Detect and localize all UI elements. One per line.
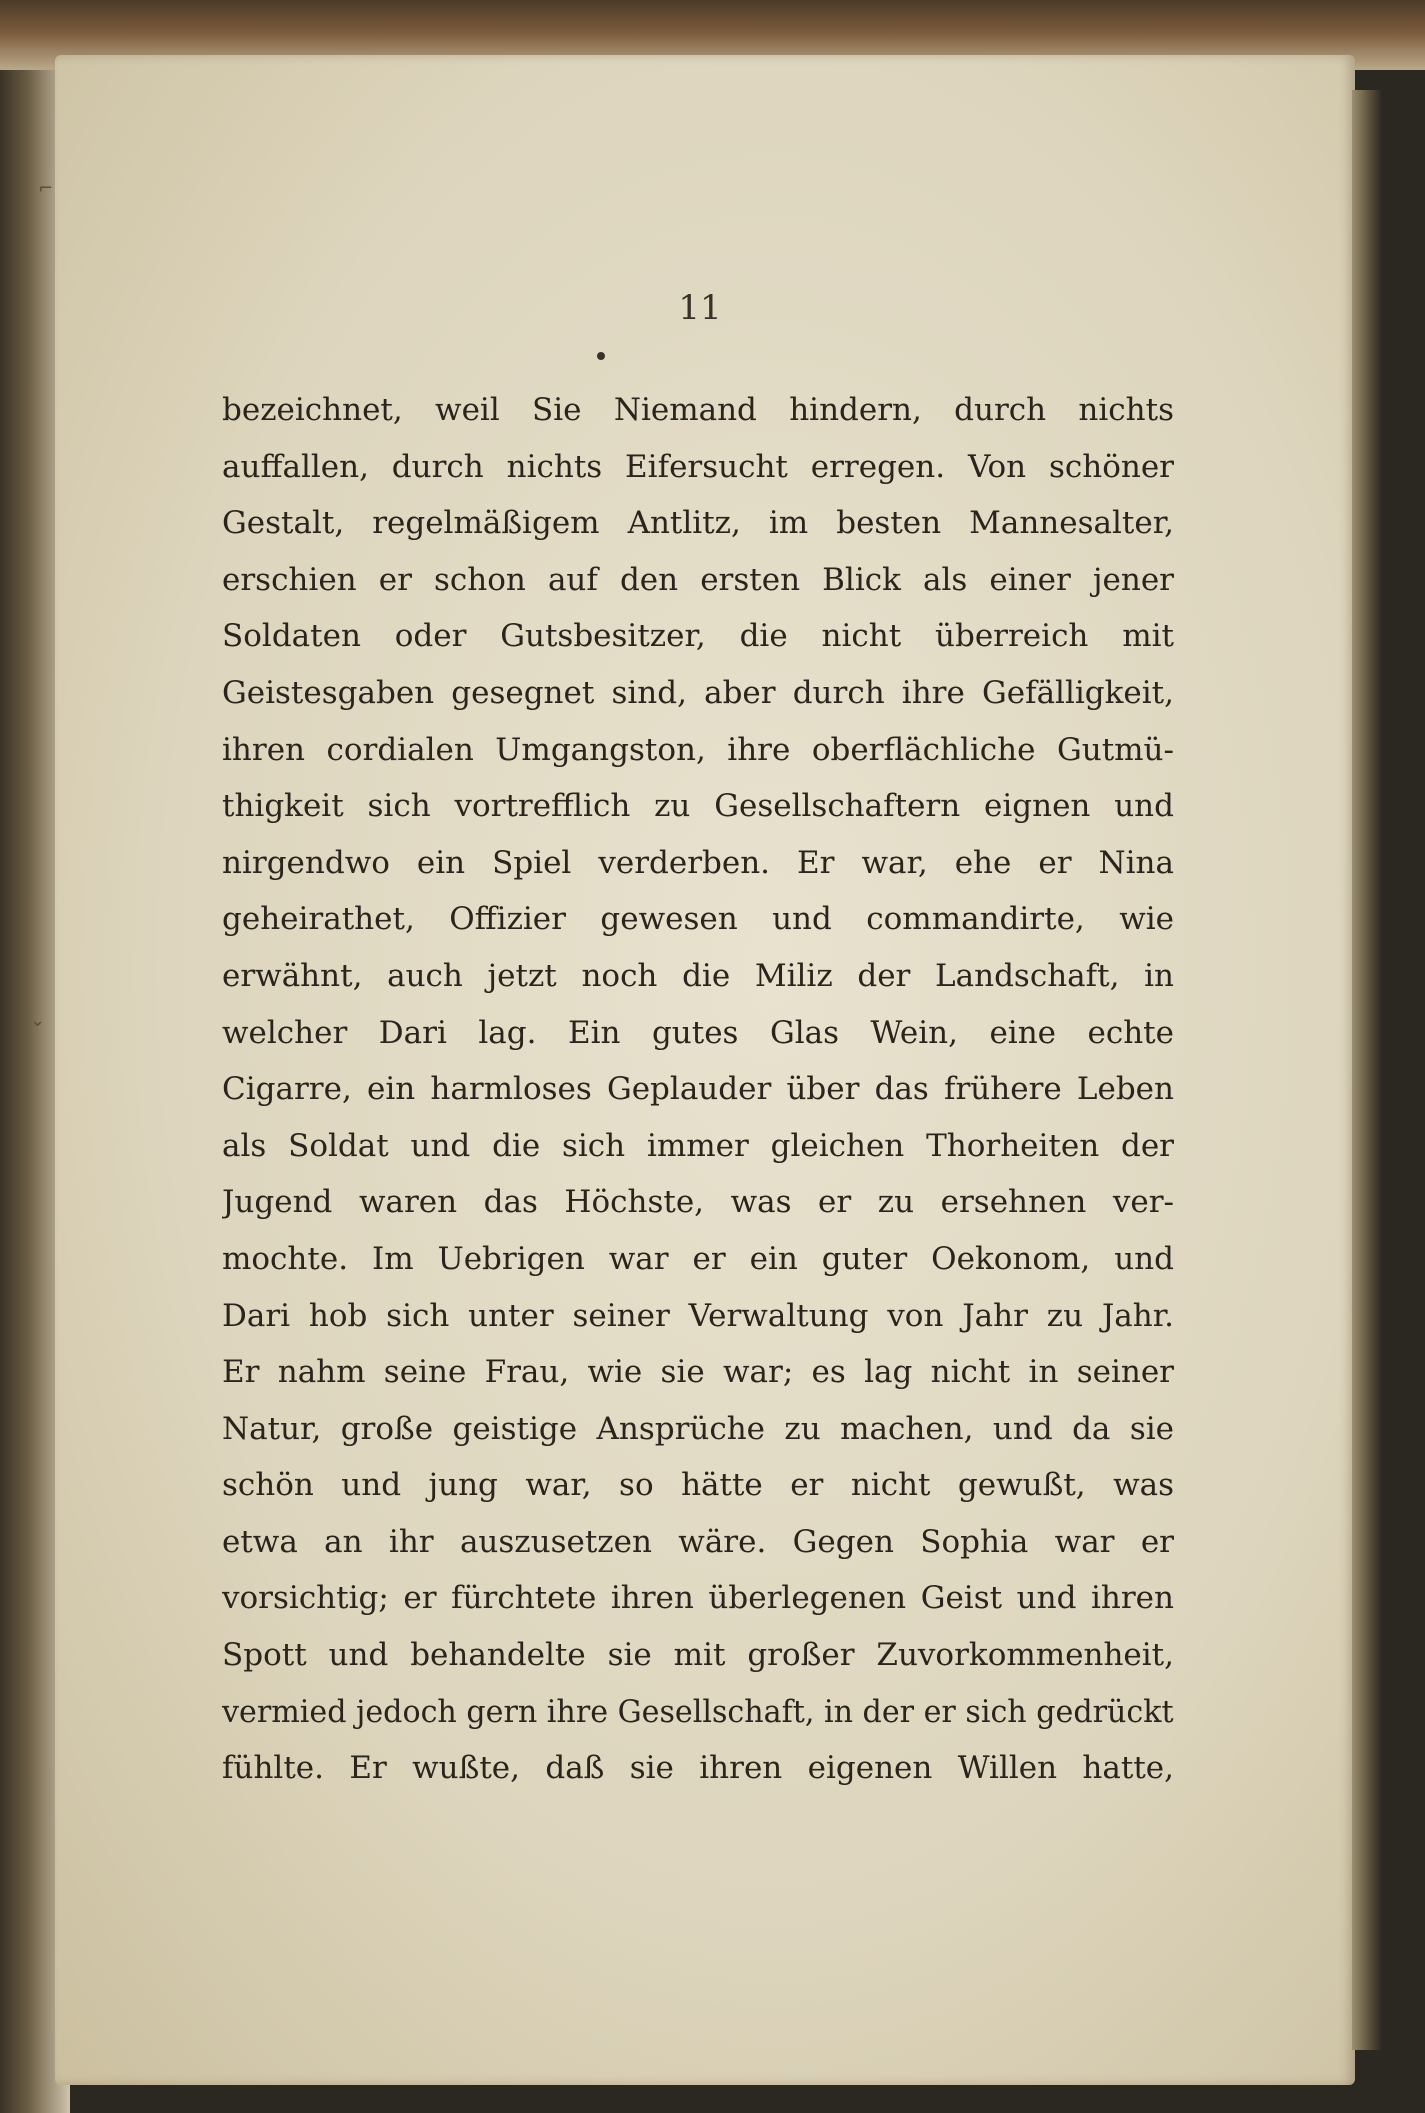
text-line: Jugend waren das Höchste, was er zu ersehnen ver- (222, 1184, 1174, 1221)
text-line: nirgendwo ein Spiel verderben. Er war, ehe er Nina (222, 844, 1174, 881)
text-line: Spott und behandelte sie mit großer Zuvorkommenheit, (222, 1637, 1174, 1674)
body-text (222, 382, 1174, 1797)
margin-tick-mark: ⌄ (30, 1010, 46, 1031)
text-line: Soldaten oder Gutsbesitzer, die nicht überreich mit (222, 618, 1174, 655)
text-line: Gestalt, regelmäßigem Antlitz, im besten Mannesalter, (222, 505, 1174, 542)
text-line: Geistesgaben gesegnet sind, aber durch ihre Gefälligkeit, (222, 674, 1174, 711)
text-line: mochte. Im Uebrigen war er ein guter Oekonom, und (222, 1240, 1174, 1277)
text-line: ihren cordialen Umgangston, ihre oberflächliche Gutmü- (222, 731, 1174, 768)
text-line: auffallen, durch nichts Eifersucht erregen. Von schöner (222, 448, 1174, 485)
margin-tick-mark: ⌐ (38, 178, 54, 199)
text-line: bezeichnet, weil Sie Niemand hindern, durch nichts (222, 392, 1174, 428)
text-line: vorsichtig; er fürchtete ihren überlegenen Geist und ihren (222, 1580, 1174, 1617)
text-line: geheirathet, Offizier gewesen und commandirte, wie (222, 901, 1174, 938)
text-line: Cigarre, ein harmloses Geplauder über das frühere Leben (222, 1071, 1174, 1108)
text-line: schön und jung war, so hätte er nicht gewußt, was (222, 1467, 1174, 1504)
text-line: fühlte. Er wußte, daß sie ihren eigenen Willen hatte, (222, 1750, 1174, 1787)
text-line: vermied jedoch gern ihre Gesellschaft, in der er sich gedrückt (222, 1693, 1174, 1730)
page-right-edge (1352, 90, 1382, 2050)
text-line: welcher Dari lag. Ein gutes Glas Wein, eine echte (222, 1014, 1174, 1051)
text-line: erwähnt, auch jetzt noch die Miliz der Landschaft, in (222, 957, 1174, 994)
text-line: Er nahm seine Frau, wie sie war; es lag nicht in seiner (222, 1354, 1174, 1391)
text-line: Natur, große geistige Ansprüche zu machen, und da sie (222, 1410, 1174, 1447)
text-line: erschien er schon auf den ersten Blick als einer jener (222, 561, 1174, 598)
text-line: etwa an ihr auszusetzen wäre. Gegen Sophia war er (222, 1523, 1174, 1560)
text-line: thigkeit sich vortrefflich zu Gesellschaftern eignen und (222, 788, 1174, 825)
text-line: als Soldat und die sich immer gleichen Thorheiten der (222, 1127, 1174, 1164)
page-number: 11 (678, 288, 722, 328)
ink-dot (597, 352, 605, 360)
text-line: Dari hob sich unter seiner Verwaltung von Jahr zu Jahr. (222, 1297, 1174, 1334)
